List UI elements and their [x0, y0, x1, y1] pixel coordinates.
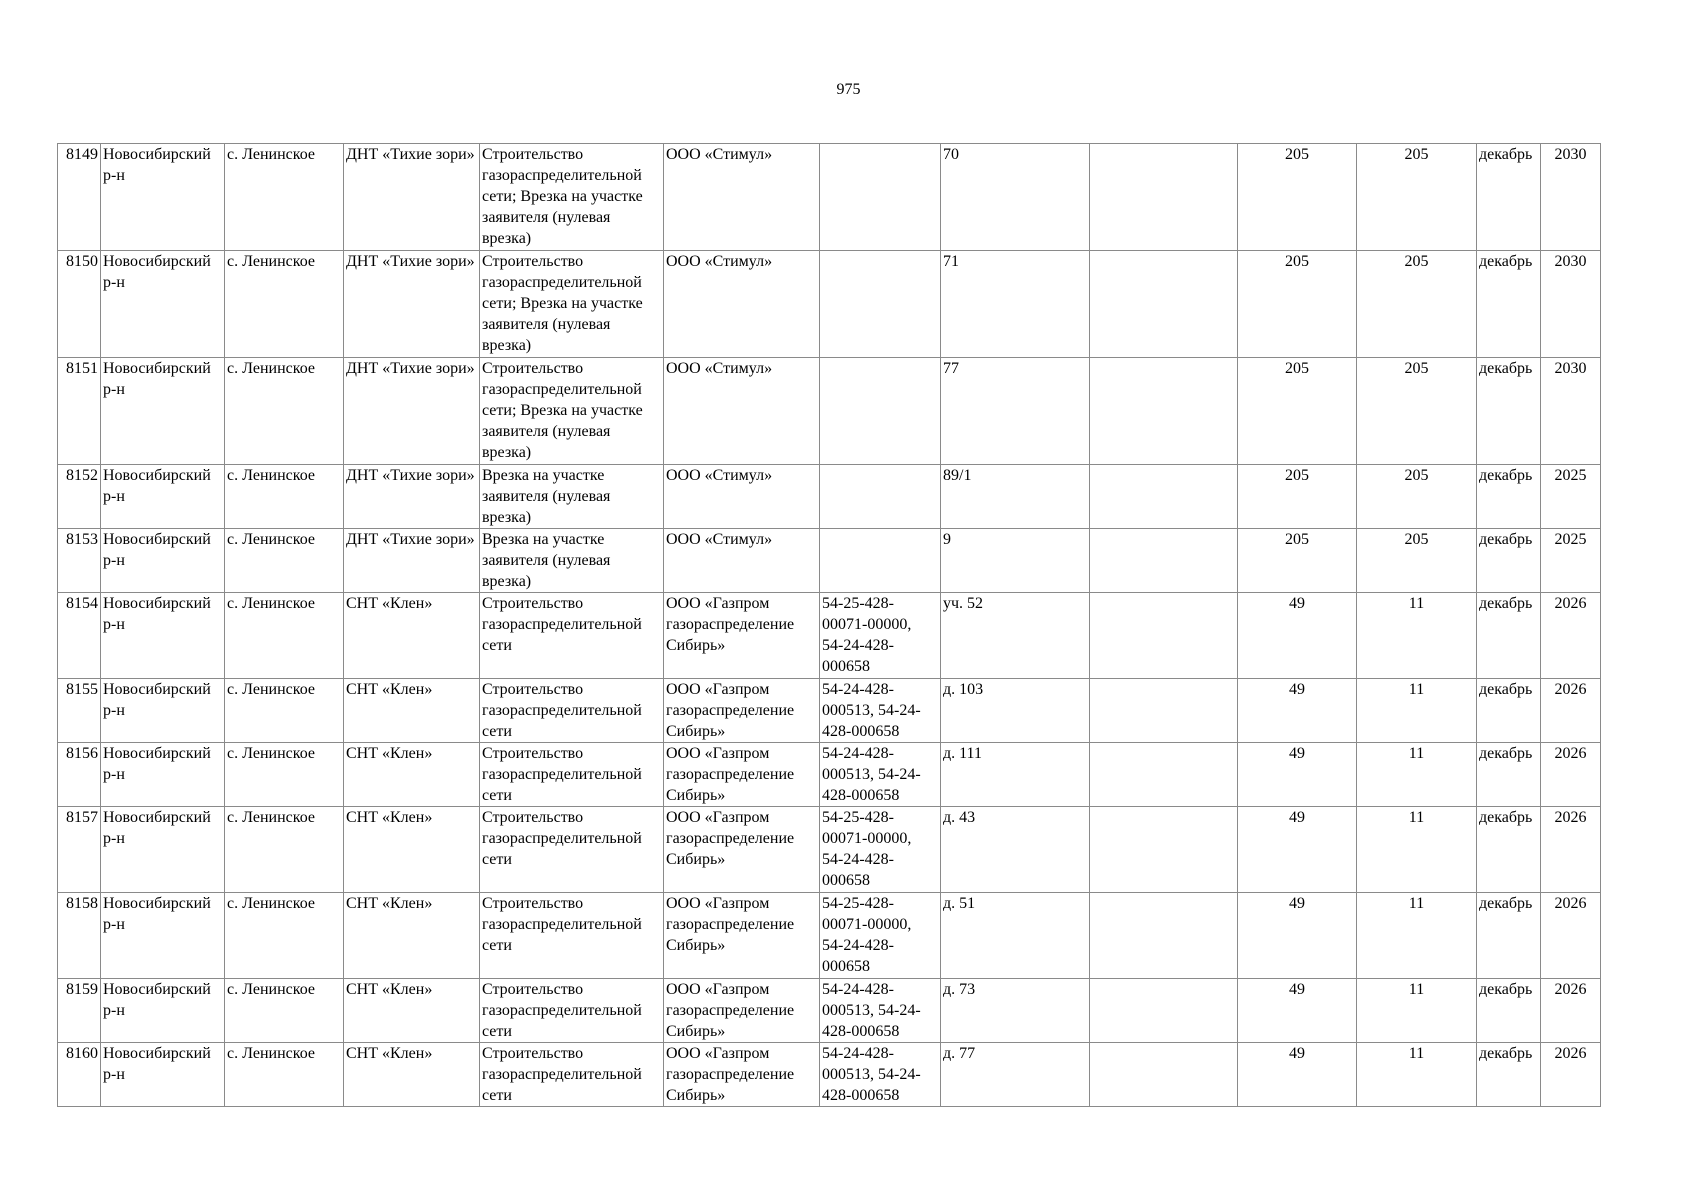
cell-object: ДНТ «Тихие зори» [344, 251, 480, 358]
cell-value-1: 49 [1238, 593, 1357, 679]
cell-extra [1090, 358, 1238, 465]
table-row [58, 679, 1601, 743]
cell-value-2: 11 [1357, 979, 1477, 1043]
cell-works: Врезка на участке заявителя (нулевая врезка) [480, 465, 664, 529]
cell-settlement: с. Ленинское [225, 144, 344, 251]
cell-value-1: 205 [1238, 144, 1357, 251]
cell-cadastral: 54-24-428- 000513, 54-24- 428-000658 [820, 679, 941, 743]
cell-address: 9 [941, 529, 1090, 593]
cell-works: Врезка на участке заявителя (нулевая врезка) [480, 529, 664, 593]
table-row [58, 893, 1601, 979]
cell-organization: ООО «Газпром газораспределение Сибирь» [664, 1043, 820, 1107]
cell-year: 2026 [1541, 979, 1601, 1043]
cell-extra [1090, 807, 1238, 893]
cell-settlement: с. Ленинское [225, 679, 344, 743]
table-row [58, 593, 1601, 679]
cell-district: Новосибирский р-н [101, 251, 225, 358]
cell-settlement: с. Ленинское [225, 529, 344, 593]
cell-district: Новосибирский р-н [101, 1043, 225, 1107]
cell-works: Строительство газораспределительной сети [480, 893, 664, 979]
cell-month: декабрь [1477, 979, 1541, 1043]
cell-address: д. 77 [941, 1043, 1090, 1107]
cell-month: декабрь [1477, 144, 1541, 251]
cell-object: СНТ «Клен» [344, 807, 480, 893]
cell-value-2: 11 [1357, 593, 1477, 679]
cell-settlement: с. Ленинское [225, 979, 344, 1043]
cell-month: декабрь [1477, 465, 1541, 529]
cell-district: Новосибирский р-н [101, 358, 225, 465]
cell-value-2: 11 [1357, 743, 1477, 807]
cell-id: 8150 [58, 251, 101, 358]
cell-year: 2030 [1541, 358, 1601, 465]
table-row [58, 743, 1601, 807]
cell-year: 2030 [1541, 251, 1601, 358]
cell-value-2: 11 [1357, 893, 1477, 979]
cell-address: д. 51 [941, 893, 1090, 979]
cell-object: ДНТ «Тихие зори» [344, 144, 480, 251]
cell-id: 8157 [58, 807, 101, 893]
table-row [58, 465, 1601, 529]
cell-cadastral: 54-24-428- 000513, 54-24- 428-000658 [820, 743, 941, 807]
cell-cadastral: 54-24-428- 000513, 54-24- 428-000658 [820, 1043, 941, 1107]
cell-cadastral: 54-25-428- 00071-00000, 54-24-428- 000658 [820, 893, 941, 979]
cell-id: 8152 [58, 465, 101, 529]
cell-cadastral [820, 465, 941, 529]
cell-extra [1090, 251, 1238, 358]
cell-organization: ООО «Стимул» [664, 144, 820, 251]
cell-month: декабрь [1477, 807, 1541, 893]
cell-works: Строительство газораспределительной сети [480, 679, 664, 743]
cell-month: декабрь [1477, 1043, 1541, 1107]
cell-works: Строительство газораспределительной сети [480, 979, 664, 1043]
cell-address: д. 43 [941, 807, 1090, 893]
table-row [58, 979, 1601, 1043]
cell-cadastral [820, 251, 941, 358]
cell-month: декабрь [1477, 679, 1541, 743]
table-row [58, 807, 1601, 893]
cell-object: СНТ «Клен» [344, 679, 480, 743]
cell-value-2: 205 [1357, 529, 1477, 593]
cell-year: 2030 [1541, 144, 1601, 251]
cell-organization: ООО «Газпром газораспределение Сибирь» [664, 893, 820, 979]
cell-object: СНТ «Клен» [344, 1043, 480, 1107]
cell-object: СНТ «Клен» [344, 893, 480, 979]
cell-extra [1090, 144, 1238, 251]
table-row [58, 251, 1601, 358]
cell-object: СНТ «Клен» [344, 743, 480, 807]
cell-district: Новосибирский р-н [101, 807, 225, 893]
cell-year: 2025 [1541, 465, 1601, 529]
cell-id: 8156 [58, 743, 101, 807]
cell-cadastral: 54-25-428- 00071-00000, 54-24-428- 000658 [820, 593, 941, 679]
cell-district: Новосибирский р-н [101, 529, 225, 593]
cell-year: 2026 [1541, 893, 1601, 979]
cell-value-1: 49 [1238, 679, 1357, 743]
cell-value-1: 205 [1238, 465, 1357, 529]
cell-value-1: 49 [1238, 807, 1357, 893]
cell-value-1: 49 [1238, 743, 1357, 807]
cell-settlement: с. Ленинское [225, 807, 344, 893]
cell-id: 8159 [58, 979, 101, 1043]
cell-cadastral [820, 358, 941, 465]
cell-extra [1090, 743, 1238, 807]
cell-value-1: 49 [1238, 979, 1357, 1043]
cell-settlement: с. Ленинское [225, 893, 344, 979]
cell-address: д. 103 [941, 679, 1090, 743]
cell-settlement: с. Ленинское [225, 1043, 344, 1107]
cell-cadastral: 54-24-428- 000513, 54-24- 428-000658 [820, 979, 941, 1043]
cell-organization: ООО «Газпром газораспределение Сибирь» [664, 593, 820, 679]
cell-year: 2025 [1541, 529, 1601, 593]
cell-value-2: 205 [1357, 144, 1477, 251]
cell-extra [1090, 679, 1238, 743]
cell-district: Новосибирский р-н [101, 679, 225, 743]
cell-value-2: 11 [1357, 1043, 1477, 1107]
table-row [58, 144, 1601, 251]
cell-extra [1090, 529, 1238, 593]
cell-value-1: 49 [1238, 893, 1357, 979]
cell-settlement: с. Ленинское [225, 358, 344, 465]
cell-month: декабрь [1477, 529, 1541, 593]
cell-settlement: с. Ленинское [225, 743, 344, 807]
cell-organization: ООО «Газпром газораспределение Сибирь» [664, 679, 820, 743]
cell-works: Строительство газораспределительной сети [480, 807, 664, 893]
cell-organization: ООО «Стимул» [664, 358, 820, 465]
cell-works: Строительство газораспределительной сети [480, 743, 664, 807]
cell-year: 2026 [1541, 1043, 1601, 1107]
cell-value-2: 205 [1357, 358, 1477, 465]
cell-address: уч. 52 [941, 593, 1090, 679]
registry-table [57, 143, 1601, 1107]
cell-organization: ООО «Стимул» [664, 529, 820, 593]
cell-year: 2026 [1541, 807, 1601, 893]
cell-object: ДНТ «Тихие зори» [344, 358, 480, 465]
cell-extra [1090, 979, 1238, 1043]
cell-organization: ООО «Стимул» [664, 251, 820, 358]
cell-address: д. 73 [941, 979, 1090, 1043]
cell-id: 8149 [58, 144, 101, 251]
cell-id: 8151 [58, 358, 101, 465]
cell-value-1: 49 [1238, 1043, 1357, 1107]
cell-address: 71 [941, 251, 1090, 358]
cell-works: Строительство газораспределительной сети [480, 1043, 664, 1107]
cell-organization: ООО «Стимул» [664, 465, 820, 529]
cell-organization: ООО «Газпром газораспределение Сибирь» [664, 979, 820, 1043]
cell-value-2: 11 [1357, 807, 1477, 893]
cell-extra [1090, 1043, 1238, 1107]
cell-address: 77 [941, 358, 1090, 465]
cell-settlement: с. Ленинское [225, 593, 344, 679]
cell-id: 8158 [58, 893, 101, 979]
cell-district: Новосибирский р-н [101, 593, 225, 679]
cell-cadastral [820, 529, 941, 593]
cell-object: ДНТ «Тихие зори» [344, 529, 480, 593]
cell-district: Новосибирский р-н [101, 144, 225, 251]
cell-value-1: 205 [1238, 529, 1357, 593]
cell-cadastral [820, 144, 941, 251]
cell-works: Строительство газораспределительной сети; Врезка на участке заявителя (нулевая врезка) [480, 251, 664, 358]
cell-organization: ООО «Газпром газораспределение Сибирь» [664, 807, 820, 893]
cell-value-1: 205 [1238, 251, 1357, 358]
cell-works: Строительство газораспределительной сети; Врезка на участке заявителя (нулевая врезка) [480, 358, 664, 465]
cell-address: д. 111 [941, 743, 1090, 807]
cell-organization: ООО «Газпром газораспределение Сибирь» [664, 743, 820, 807]
cell-month: декабрь [1477, 893, 1541, 979]
cell-value-2: 205 [1357, 251, 1477, 358]
cell-works: Строительство газораспределительной сети [480, 593, 664, 679]
cell-id: 8153 [58, 529, 101, 593]
cell-month: декабрь [1477, 251, 1541, 358]
cell-district: Новосибирский р-н [101, 743, 225, 807]
cell-settlement: с. Ленинское [225, 251, 344, 358]
cell-object: ДНТ «Тихие зори» [344, 465, 480, 529]
cell-id: 8160 [58, 1043, 101, 1107]
cell-district: Новосибирский р-н [101, 893, 225, 979]
cell-cadastral: 54-25-428- 00071-00000, 54-24-428- 000658 [820, 807, 941, 893]
cell-settlement: с. Ленинское [225, 465, 344, 529]
cell-extra [1090, 593, 1238, 679]
cell-id: 8155 [58, 679, 101, 743]
table-row [58, 529, 1601, 593]
cell-extra [1090, 465, 1238, 529]
cell-address: 70 [941, 144, 1090, 251]
cell-year: 2026 [1541, 743, 1601, 807]
cell-id: 8154 [58, 593, 101, 679]
table-row [58, 358, 1601, 465]
cell-month: декабрь [1477, 358, 1541, 465]
page-number: 975 [836, 81, 861, 98]
cell-object: СНТ «Клен» [344, 593, 480, 679]
cell-year: 2026 [1541, 679, 1601, 743]
cell-object: СНТ «Клен» [344, 979, 480, 1043]
cell-works: Строительство газораспределительной сети; Врезка на участке заявителя (нулевая врезка) [480, 144, 664, 251]
table-body [58, 144, 1601, 1107]
cell-value-2: 205 [1357, 465, 1477, 529]
cell-value-1: 205 [1238, 358, 1357, 465]
cell-value-2: 11 [1357, 679, 1477, 743]
cell-district: Новосибирский р-н [101, 465, 225, 529]
cell-month: декабрь [1477, 593, 1541, 679]
cell-year: 2026 [1541, 593, 1601, 679]
table-row [58, 1043, 1601, 1107]
cell-district: Новосибирский р-н [101, 979, 225, 1043]
cell-address: 89/1 [941, 465, 1090, 529]
cell-month: декабрь [1477, 743, 1541, 807]
cell-extra [1090, 893, 1238, 979]
